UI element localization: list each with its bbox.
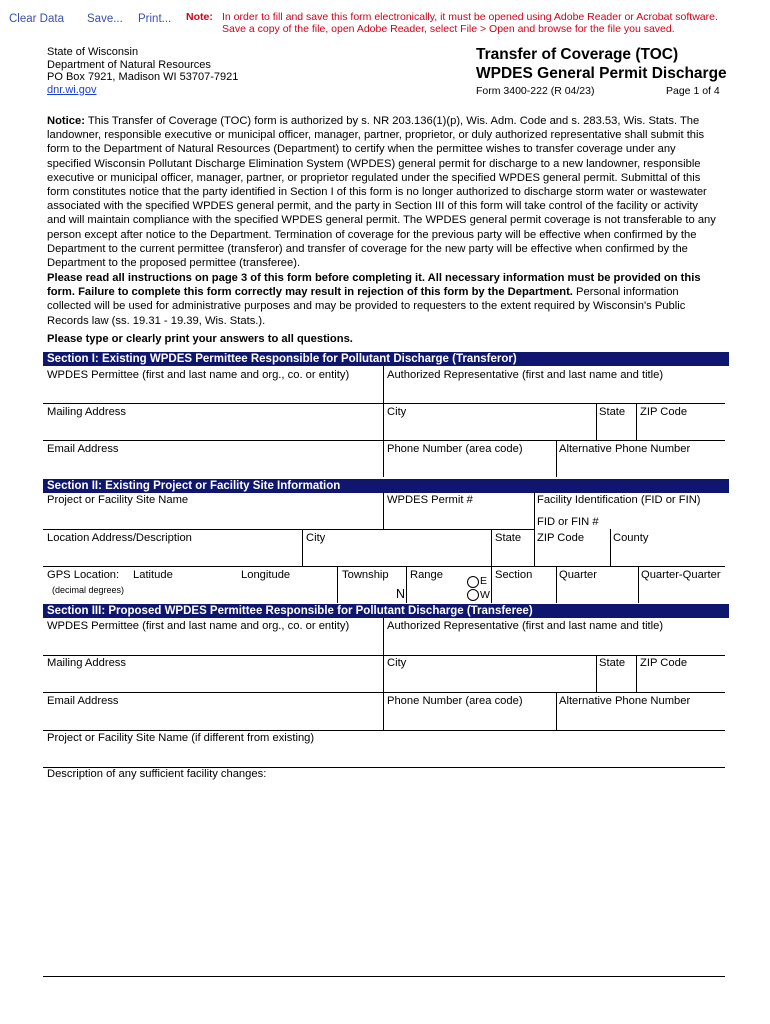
type-print-instruction: Please type or clearly print your answers to all questions.: [47, 333, 353, 345]
page-number: Page 1 of 4: [666, 85, 720, 97]
s2-city-input[interactable]: [306, 546, 494, 566]
divider: [43, 976, 725, 977]
s3-alt-phone-input[interactable]: [559, 710, 727, 730]
divider: [491, 566, 492, 603]
s2-county-label: County: [613, 532, 649, 544]
s1-permittee-label: WPDES Permittee (first and last name and org., co. or entity): [47, 369, 350, 381]
range-west-radio[interactable]: [467, 589, 479, 601]
s2-west-label: W: [480, 589, 490, 601]
s3-zip-label: ZIP Code: [640, 657, 688, 669]
s3-site-name-input[interactable]: [47, 747, 727, 767]
print-button[interactable]: Print...: [138, 13, 172, 25]
s1-city-input[interactable]: [387, 420, 597, 440]
s3-changes-textarea[interactable]: [47, 784, 727, 976]
s2-section-input[interactable]: [495, 584, 557, 602]
divider: [383, 655, 384, 692]
s1-email-label: Email Address: [47, 443, 119, 455]
s3-email-label: Email Address: [47, 695, 119, 707]
s1-state-label: State: [599, 406, 626, 418]
s3-alt-phone-label: Alternative Phone Number: [559, 695, 691, 707]
divider: [556, 692, 557, 730]
s3-auth-rep-label: Authorized Representative (first and last name and title): [387, 620, 664, 632]
divider: [43, 730, 725, 731]
s3-site-name-label: Project or Facility Site Name (if different from existing): [47, 732, 315, 744]
range-east-radio[interactable]: [467, 576, 479, 588]
divider: [556, 566, 557, 603]
s2-qq-label: Quarter-Quarter: [641, 569, 721, 581]
divider: [383, 366, 384, 403]
form-title-line-2: WPDES General Permit Discharge: [476, 65, 727, 82]
s3-state-label: State: [599, 657, 626, 669]
s3-auth-rep-input[interactable]: [387, 634, 727, 654]
s2-city-label: City: [306, 532, 326, 544]
s3-mailing-input[interactable]: [47, 672, 385, 692]
s3-state-input[interactable]: [599, 672, 637, 692]
divider: [337, 566, 338, 603]
s2-section-label: Section: [495, 569, 533, 581]
s2-township-label: Township: [342, 569, 389, 581]
s1-city-label: City: [387, 406, 407, 418]
s2-permit-label: WPDES Permit #: [387, 494, 473, 506]
s1-mailing-input[interactable]: [47, 420, 385, 440]
s1-phone-label: Phone Number (area code): [387, 443, 523, 455]
note-line-1: In order to fill and save this form electronically, it must be opened using Adobe Reader or Acrobat software.: [222, 11, 718, 23]
s2-range-input[interactable]: [410, 584, 464, 602]
divider: [43, 403, 725, 404]
s2-permit-input[interactable]: [387, 508, 535, 528]
s1-zip-label: ZIP Code: [640, 406, 688, 418]
s2-gps-label: GPS Location:: [47, 569, 120, 581]
s2-fid2-label: FID or FIN #: [537, 516, 599, 528]
save-button[interactable]: Save...: [87, 13, 123, 25]
s2-zip-input[interactable]: [537, 546, 611, 566]
notice-label: Notice:: [47, 115, 85, 127]
s3-changes-label: Description of any sufficient facility changes:: [47, 768, 267, 780]
s2-state-input[interactable]: [495, 546, 535, 566]
s2-decimal-label: (decimal degrees): [52, 585, 125, 595]
s3-city-label: City: [387, 657, 407, 669]
agency-website-link[interactable]: dnr.wi.gov: [47, 83, 97, 96]
divider: [383, 618, 384, 655]
s2-zip-label: ZIP Code: [537, 532, 585, 544]
divider: [383, 403, 384, 440]
s2-range-label: Range: [410, 569, 443, 581]
section-3-header: Section III: Proposed WPDES Permittee Responsible for Pollutant Discharge (Transferee): [43, 604, 729, 618]
s1-email-input[interactable]: [47, 457, 385, 477]
divider: [534, 529, 535, 566]
divider: [610, 529, 611, 566]
s1-auth-rep-input[interactable]: [387, 383, 727, 403]
s2-north-label: N: [396, 587, 406, 601]
s2-fid-input[interactable]: [610, 512, 726, 530]
s2-state-label: State: [495, 532, 522, 544]
s3-zip-input[interactable]: [640, 672, 726, 692]
divider: [638, 566, 639, 603]
section-2-header: Section II: Existing Project or Facility Site Information: [43, 479, 729, 493]
divider: [302, 529, 303, 566]
s2-fid-label: Facility Identification (FID or FIN): [537, 494, 701, 506]
s1-zip-input[interactable]: [640, 420, 726, 440]
s1-mailing-label: Mailing Address: [47, 406, 126, 418]
divider: [406, 566, 407, 603]
section-1-header: Section I: Existing WPDES Permittee Responsible for Pollutant Discharge (Transferor): [43, 352, 729, 366]
s2-longitude-label: Longitude: [241, 569, 291, 581]
divider: [43, 440, 725, 441]
s1-auth-rep-label: Authorized Representative (first and last name and title): [387, 369, 664, 381]
s2-county-input[interactable]: [613, 546, 726, 566]
divider: [491, 529, 492, 566]
s2-quarter-label: Quarter: [559, 569, 597, 581]
divider: [596, 403, 597, 440]
s2-site-name-label: Project or Facility Site Name: [47, 494, 189, 506]
agency-dept: Department of Natural Resources: [47, 58, 211, 71]
instructions-paragraph: Please read all instructions on page 3 of this form before completing it. All necessary information must be provided on this form. Failure to complete this form correctly may result in rejection of this form by the Department. Personal information collected will be used for administrative purposes and may be provided to requesters to the extent required by Wisconsin's Public Records law (ss. 19.31 - 19.39, Wis. Stats.).: [47, 272, 701, 327]
form-title-line-1: Transfer of Coverage (TOC): [476, 46, 679, 63]
s3-mailing-label: Mailing Address: [47, 657, 126, 669]
divider: [636, 655, 637, 692]
s2-location-input[interactable]: [47, 546, 303, 566]
s2-qq-input[interactable]: [641, 584, 725, 602]
s2-quarter-input[interactable]: [559, 584, 639, 602]
agency-address: PO Box 7921, Madison WI 53707-7921: [47, 71, 239, 83]
s3-email-input[interactable]: [47, 710, 385, 730]
s1-permittee-input[interactable]: [47, 383, 385, 403]
notice-paragraph: Notice: This Transfer of Coverage (TOC) form is authorized by s. NR 203.136(1)(p), Wis. Adm. Code and s. 283.53, Wis. Stats. The landowner, responsible executive or municipal officer, manager, partner, proprietor, or duly authorized representative shall submit this form to the Department of Natural Resources (Department) to certify when the permittee wishes to transfer coverage under any specified Wisconsin Pollutant Discharge Elimination System (WPDES) general permit for discharge to a new landowner, responsible executive or municipal officer, manager, partner, or proprietor regulated under the specified WPDES general permit. Submittal of this form constitutes notice that the party identified in Section I of this form is no longer authorized to discharge storm water or wastewater associated with the specified WPDES general permit, and the party in Section III of this form will take control of the facility or activity and will maintain compliance with the specified WPDES general permit. The WPDES general permit coverage is not transferable to any person except after notice to the Department. Termination of coverage for the previous party will be effective when confirmed by the Department to the current permittee (transferor) and transfer of coverage for the new party will be effective when confirmed by the Department to the proposed permittee (transferee).: [47, 115, 716, 270]
note-label: Note:: [186, 11, 213, 23]
divider: [43, 529, 535, 530]
divider: [383, 492, 384, 529]
s2-township-input[interactable]: [342, 584, 396, 602]
divider: [596, 655, 597, 692]
divider: [636, 403, 637, 440]
s3-permittee-input[interactable]: [47, 634, 385, 654]
s1-state-input[interactable]: [599, 420, 637, 440]
s2-latitude-label: Latitude: [133, 569, 173, 581]
s2-latitude-input[interactable]: [133, 584, 237, 602]
divider: [43, 692, 725, 693]
s1-alt-phone-label: Alternative Phone Number: [559, 443, 691, 455]
form-title: [476, 45, 727, 83]
s2-longitude-input[interactable]: [241, 584, 337, 602]
agency-state: State of Wisconsin: [47, 46, 139, 58]
s1-phone-input[interactable]: [387, 457, 557, 477]
s3-permittee-label: WPDES Permittee (first and last name and org., co. or entity): [47, 620, 350, 632]
s2-east-label: E: [480, 575, 488, 587]
divider: [534, 492, 535, 529]
s2-location-label: Location Address/Description: [47, 532, 192, 544]
note-line-2: Save a copy of the file, open Adobe Reader, select File > Open and browse for the file you saved.: [222, 23, 675, 35]
s3-phone-input[interactable]: [387, 710, 557, 730]
s3-city-input[interactable]: [387, 672, 597, 692]
divider: [556, 440, 557, 477]
divider: [43, 566, 725, 567]
s2-site-name-input[interactable]: [47, 508, 385, 528]
clear-data-button[interactable]: Clear Data: [9, 13, 64, 25]
form-number: Form 3400-222 (R 04/23): [476, 85, 595, 97]
s3-phone-label: Phone Number (area code): [387, 695, 523, 707]
divider: [383, 692, 384, 730]
agency-block: [47, 46, 238, 96]
divider: [43, 655, 725, 656]
s1-alt-phone-input[interactable]: [559, 457, 727, 477]
divider: [383, 440, 384, 477]
